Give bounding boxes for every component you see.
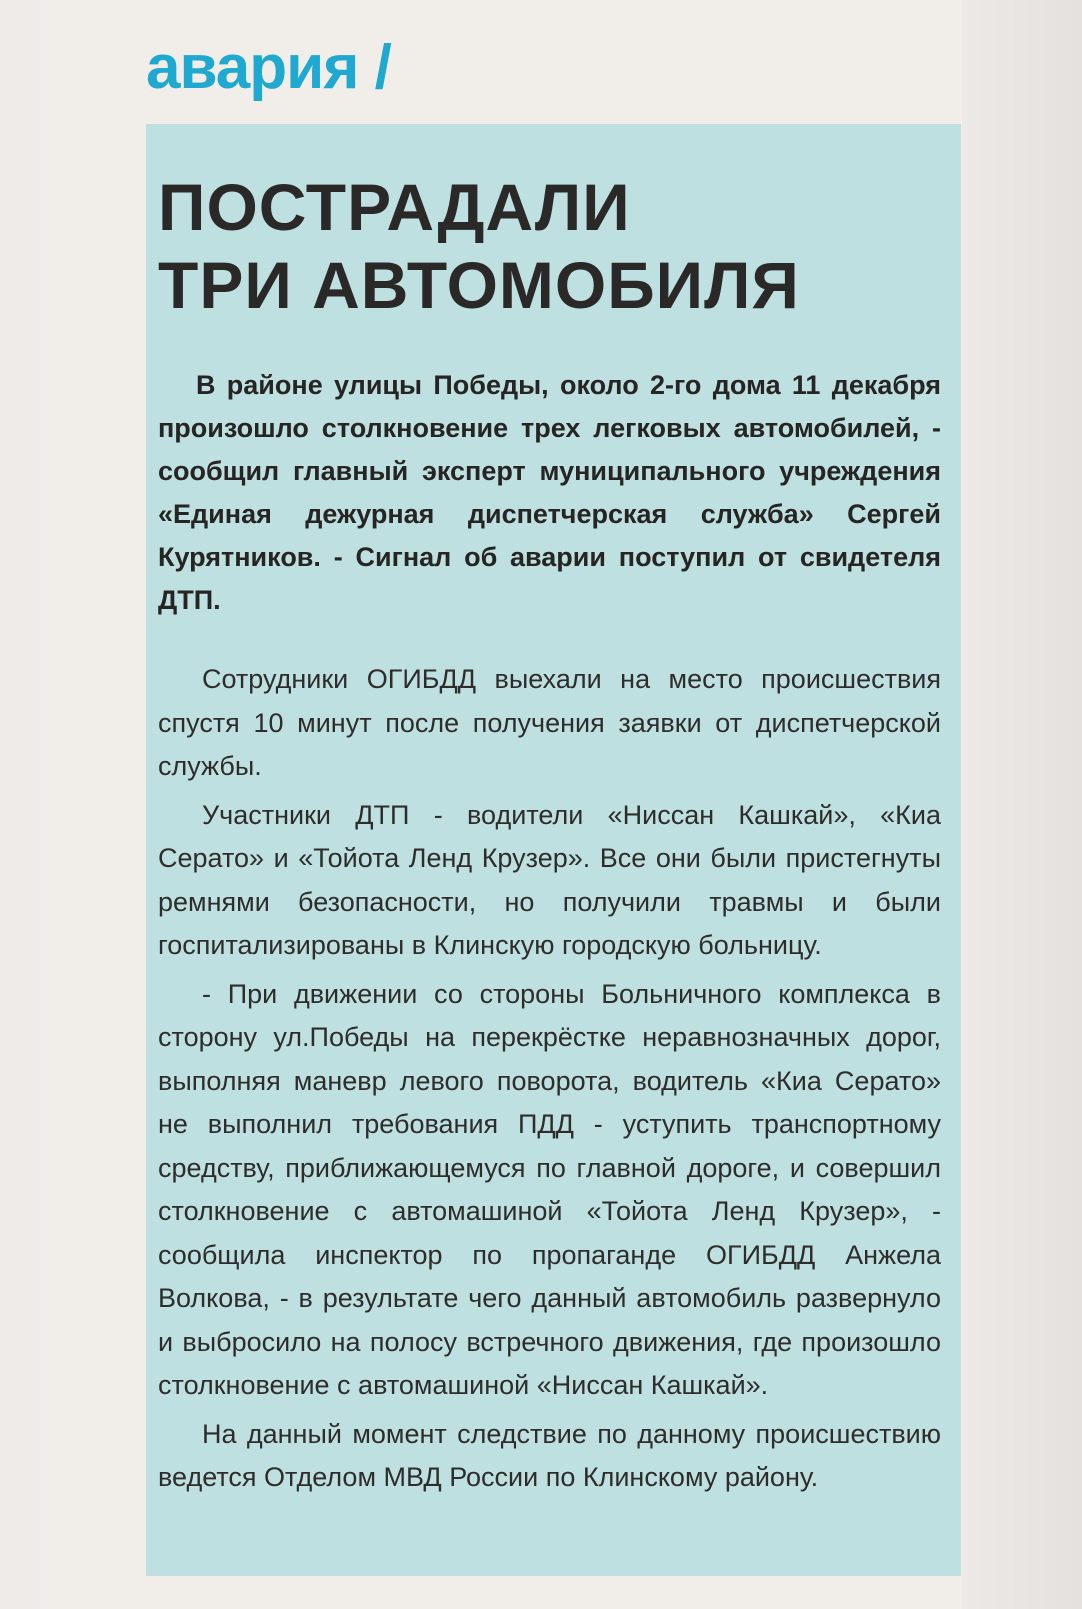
- article-headline: [158, 168, 941, 324]
- headline-line-1: ПОСТРАДАЛИ: [158, 170, 631, 244]
- article-box: [146, 124, 961, 1576]
- article-lead: В районе улицы Победы, около 2-го дома 11 декабря произошло столкновение трех легковых автомобилей, - сообщил главный эксперт муниципального учреждения «Единая дежурная диспетчерская служба» Сергей Курятников. - Сигнал об аварии поступил от свидетеля ДТП.: [158, 370, 941, 615]
- article-paragraph-1: Сотрудники ОГИБДД выехали на место происшествия спустя 10 минут после получения заявки от диспетчерской службы.: [158, 664, 941, 781]
- headline-line-2: ТРИ АВТОМОБИЛЯ: [158, 248, 800, 322]
- article-paragraph-2: Участники ДТП - водители «Ниссан Кашкай», «Киа Серато» и «Тойота Ленд Крузер». Все они были пристегнуты ремнями безопасности, но получили травмы и были госпитализированы в Клинскую городскую больницу.: [158, 799, 941, 960]
- article-paragraph-3: - При движении со стороны Больничного комплекса в сторону ул.Победы на перекрёстке неравнозначных дорог, выполняя маневр левого поворота, водитель «Киа Серато» не выполнил требования ПДД - уступить транспортному средству, приближающемуся по главной дороге, и совершил столкновение с автомашиной «Тойота Ленд Крузер», - сообщила инспектор по пропаганде ОГИБДД Анжела Волкова, - в результате чего данный автомобиль развернуло и выбросило на полосу встречного движения, где произошло столкновение с автомашиной «Ниссан Кашкай».: [158, 978, 941, 1400]
- paper-margin-right: [962, 0, 1082, 1609]
- section-rubric: авария /: [146, 33, 391, 102]
- paper-margin-left: [0, 0, 40, 1609]
- article-paragraph-4: На данный момент следствие по данному происшествию ведется Отделом МВД России по Клинскому району.: [158, 1418, 941, 1492]
